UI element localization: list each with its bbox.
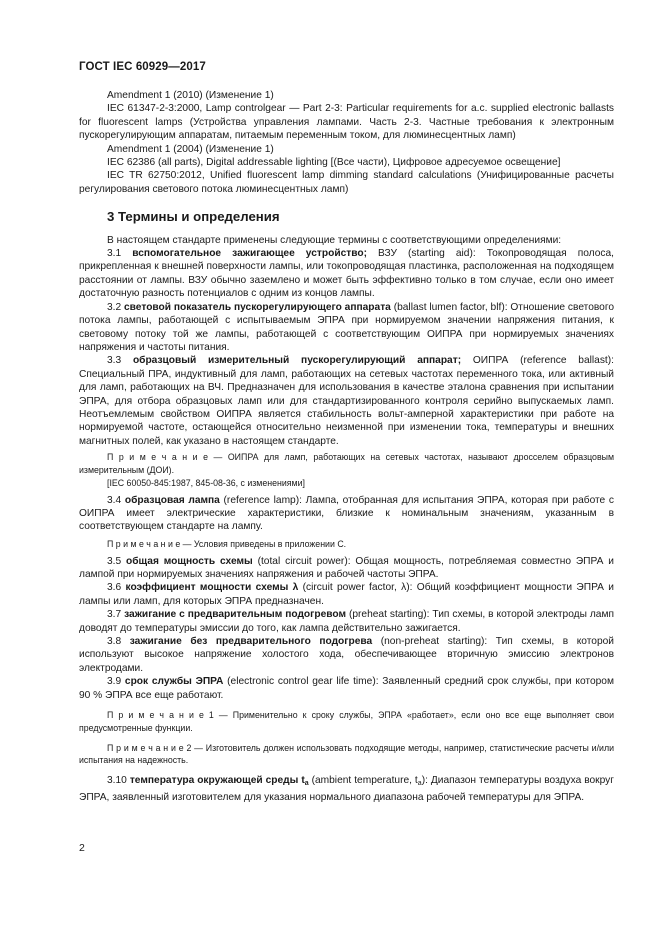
term-3-8: 3.8 зажигание без предварительного подогрева (non-preheat starting): Тип схемы, в которой используют высокое напряжение холостого хода, обеспечивающее вторичную эмиссию электронов электродами. [79,636,614,674]
ref-item: IEC TR 62750:2012, Unified fluorescent lamp dimming standard calculations (Унифицированные расчеты регулирования светового потока люминесцентных ламп) [79,170,614,195]
ref-item: IEC 62386 (all parts), Digital addressable lighting [(Все части), Цифровое адресуемое освещение] [107,157,561,169]
ref-item: Amendment 1 (2010) (Изменение 1) [107,90,274,101]
page-header: ГОСТ IEC 60929—2017 [79,61,206,73]
section-heading: 3 Термины и определения [107,209,280,225]
section-intro: В настоящем стандарте применены следующие термины с соответствующими определениями: [107,234,562,246]
term-3-2: 3.2 световой показатель пускорегулирующего аппарата (ballast lumen factor, blf): Отношение светового потока лампы, работающей с испытываемым ЭПРА при нормируемом значении напряжения питания, к световому потоку той же лампы, работающей с соответствующим ОИПРА при нормируемых значениях напряжения и частоты питания. [79,301,614,353]
page-body [79,89,614,804]
term-3-1: 3.1 вспомогательное зажигающее устройство; ВЗУ (starting aid): Токопроводящая полоса, прикрепленная к внешней поверхности лампы, или токопроводящая пластинка, расположенная на подходящем расстоянии от лампы. ВЗУ обычно заземлено и может быть эффективно только в том случае, если оно имеет достаточную разность потенциалов с одним из концов лампы. [79,248,614,300]
note-3-9-1: П р и м е ч а н и е 1 — Применительно к сроку службы, ЭПРА «работает», если оно все еще выполняет свои предусмотренные функции. [79,710,614,733]
page-number: 2 [79,842,85,854]
term-3-6: 3.6 коэффициент мощности схемы λ (circuit power factor, λ): Общий коэффициент мощности ЭПРА и лампы или ламп, для которых ЭПРА предназначен. [79,582,614,607]
term-3-5: 3.5 общая мощность схемы (total circuit power): Общая мощность, потребляемая совместно ЭПРА и лампой при нормируемых значениях напряжения и рабочей частоты ЭПРА. [79,555,614,580]
term-3-10: 3.10 температура окружающей среды $t_a$ (ambient temperature, $t_a$): Диапазон температуры воздуха вокруг ЭПРА, заявленный изготовителем для указания нормального диапазона рабочей температуры для ЭПРА. [79,775,614,803]
note-3-9-2: П р и м е ч а н и е 2 — Изготовитель должен использовать подходящие методы, например, статистические расчеты и/или испытания на надежность. [79,742,614,766]
ref-item: Amendment 1 (2004) (Изменение 1) [107,143,274,155]
term-3-7: 3.7 зажигание с предварительным подогревом (preheat starting): Тип схемы, в которой электроды ламп доводят до температуры эмиссии до того, как лампа действительно зажигается. [79,609,614,634]
term-3-3: 3.3 образцовый измерительный пускорегулирующий аппарат; ОИПРА (reference ballast): Специальный ПРА, индуктивный для ламп, работающих на сетевых частотах переменного тока, или активный для ламп, работающих на ВЧ. Предназначен для использования в качестве эталона сравнения при испытании ЭПРА, для отбора образцовых ламп или для стандартизированного контроля серийно выпускаемых ламп. Неотъемлемым свойством ОИПРА является стабильность вольт-амперной характеристики при работе на нормируемой частоте, остающейся относительно неизменной при изменении тока, температуры и внешних магнитных полей, как указано в настоящем стандарте. [79,355,614,447]
term-3-9: 3.9 срок службы ЭПРА (electronic control gear life time): Заявленный средний срок службы, при котором 90 % ЭПРА все еще работают. [79,676,614,701]
source-ref-3-3: [IEC 60050-845:1987, 845-08-36, с изменениями] [107,477,305,488]
note-3-3: П р и м е ч а н и е — ОИПРА для ламп, работающих на сетевых частотах, называют дросселем образцовым измерительным (ДОИ). [79,452,614,475]
normative-references [79,89,614,196]
term-3-4: 3.4 образцовая лампа (reference lamp): Лампа, отобранная для испытания ЭПРА, которая при работе с ОИПРА имеет электрические характеристики, близкие к номинальным значениям, указанным в соответствующем стандарте на лампу. [79,494,614,533]
ref-item: IEC 61347-2-3:2000, Lamp controlgear — Part 2-3: Particular requirements for a.c. supplied electronic ballasts for fluorescent lamps (Устройства управления лампами. Часть 2-3. Частные требования к электронным пускорегулирующим аппаратам, питаемым переменным током, для люминесцентных ламп) [79,103,614,142]
note-3-4: П р и м е ч а н и е — Условия приведены в приложении С. [107,538,347,549]
